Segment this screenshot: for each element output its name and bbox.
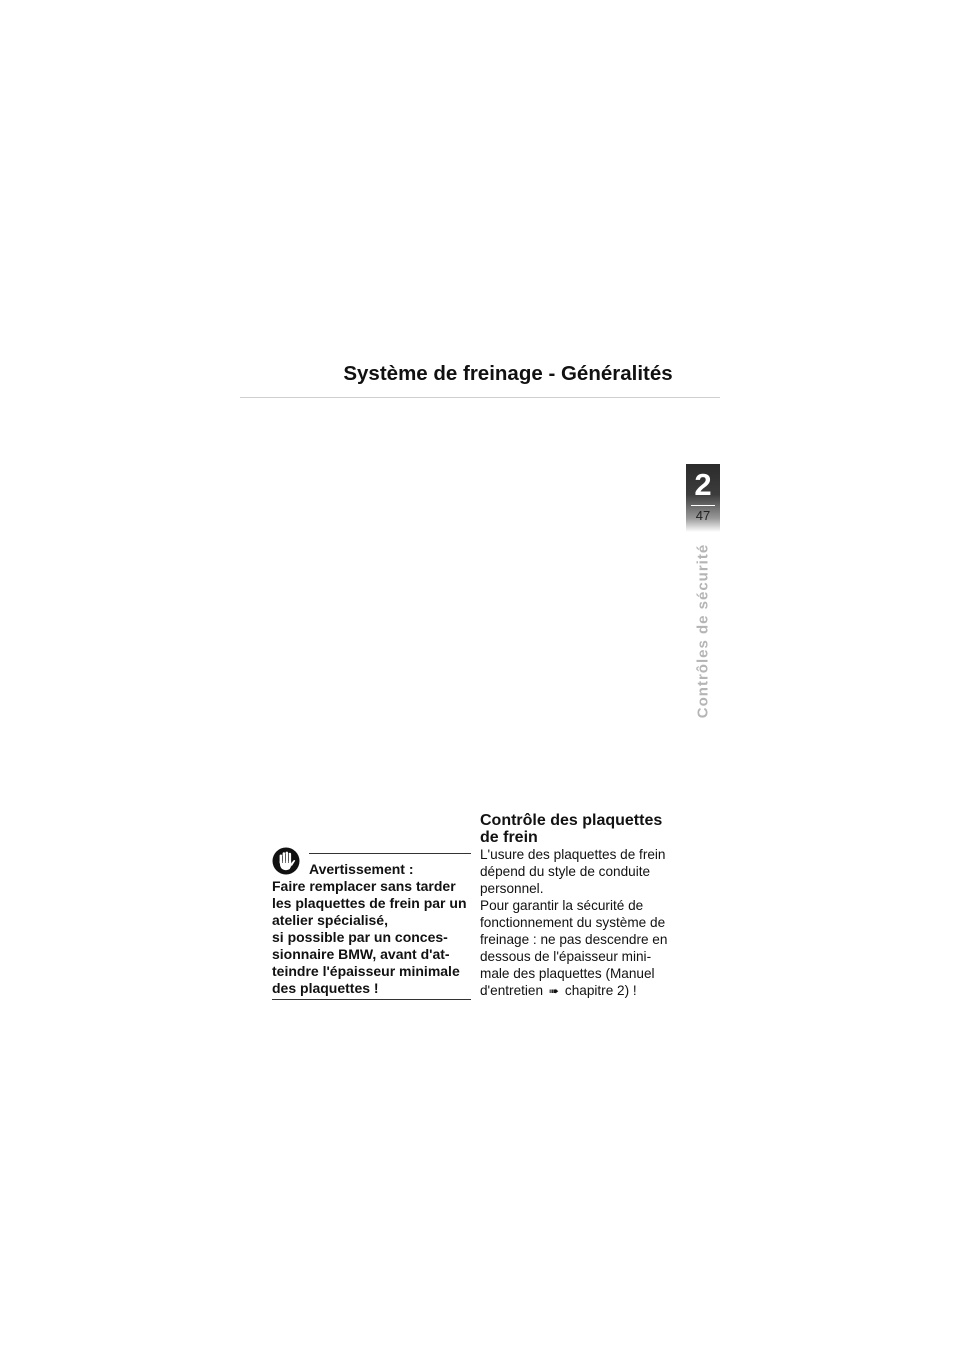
warning-line: Faire remplacer sans tarder — [272, 878, 456, 894]
text-line: male des plaquettes (Manuel — [480, 966, 655, 981]
paragraph — [480, 897, 680, 1000]
warning-line: si possible par un conces- — [272, 929, 448, 945]
section-heading-line: Contrôle des plaquettes — [480, 812, 663, 829]
warning-line: atelier spécialisé, — [272, 912, 388, 928]
text-line: fonctionnement du système de — [480, 915, 666, 930]
warning-header — [272, 847, 471, 877]
page-number: 47 — [695, 508, 711, 523]
paragraph — [480, 846, 680, 897]
chapter-number: 2 — [694, 467, 712, 502]
page-title: Système de freinage - Généralités — [343, 362, 673, 385]
section-heading — [480, 812, 680, 846]
stop-hand-icon — [272, 847, 300, 875]
chapter-tab-divider — [691, 505, 715, 506]
text-line: chapitre 2) ! — [564, 983, 637, 998]
warning-title: Avertissement : — [309, 861, 414, 877]
warning-line: teindre l'épaisseur minimale — [272, 963, 460, 979]
warning-line: les plaquettes de frein par un — [272, 895, 467, 911]
text-line: personnel. — [480, 881, 544, 896]
text-line: d'entretien — [480, 983, 544, 998]
warning-box — [272, 847, 471, 1000]
warning-bottom-rule — [272, 999, 471, 1000]
section-heading-line: de frein — [480, 829, 538, 846]
warning-text — [272, 878, 471, 997]
text-line: Pour garantir la sécurité de — [480, 898, 644, 913]
brake-pad-check-section — [480, 812, 680, 1000]
title-divider — [240, 397, 720, 398]
text-line: L'usure des plaquettes de frein — [480, 847, 666, 862]
text-line: dépend du style de conduite — [480, 864, 651, 879]
warning-top-rule — [309, 853, 471, 854]
text-line: freinage : ne pas descendre en — [480, 932, 668, 947]
chapter-side-label: Contrôles de sécurité — [694, 543, 712, 719]
warning-line: sionnaire BMW, avant d'at- — [272, 946, 450, 962]
text-line: dessous de l'épaisseur mini- — [480, 949, 652, 964]
section-body — [480, 846, 680, 1000]
warning-line: des plaquettes ! — [272, 980, 379, 996]
chapter-tab — [686, 464, 720, 532]
reference-arrow-icon: ➠ — [548, 984, 559, 998]
